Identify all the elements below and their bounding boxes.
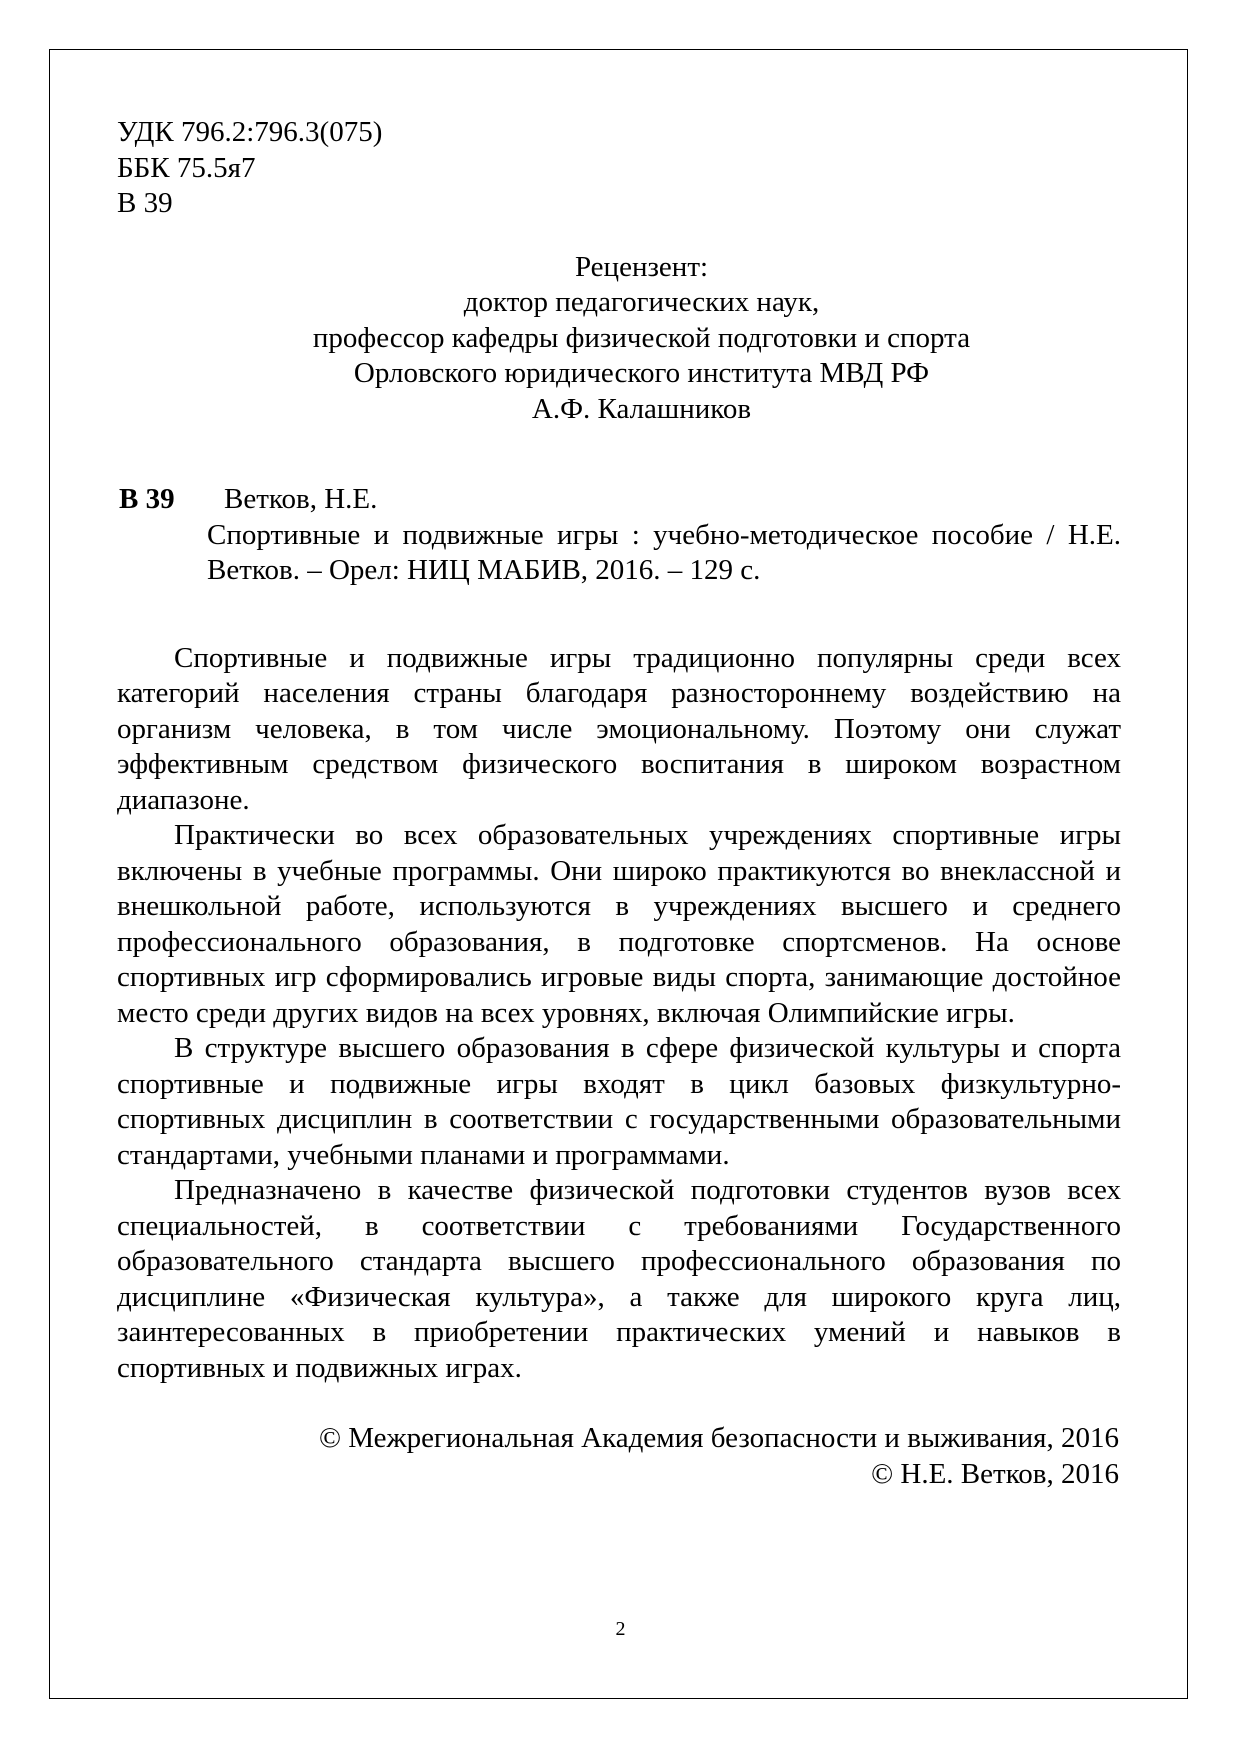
annotation-paragraph: Практически во всех образовательных учреждениях спортивные игры включены в учебные программы. Они широко практикуются во внеклассной и внешкольной работе, используются в учреждениях высшего и среднего профессионального образования, в подготовке спортсменов. На основе спортивных игр сформировались игровые виды спорта, занимающие достойное место среди других видов на всех уровнях, включая Олимпийские игры. — [117, 819, 1121, 1029]
reviewer-position: профессор кафедры физической подготовки и спорта — [312, 321, 971, 354]
reviewer-institution: Орловского юридического института МВД РФ — [353, 357, 930, 389]
copyright-author: © Н.Е. Ветков, 2016 — [871, 1457, 1119, 1490]
annotation-paragraph: В структуре высшего образования в сфере физической культуры и спорта спортивные и подвижные игры входят в цикл базовых физкультурно-спортивных дисциплин в соответствии с государственными образовательными стандартами, учебными планами и программами. — [117, 1032, 1121, 1171]
page-number: 2 — [615, 1618, 626, 1640]
bib-author: Ветков, Н.Е. — [224, 483, 378, 515]
copyright-organization: © Межрегиональная Академия безопасности и выживания, 2016 — [318, 1422, 1119, 1454]
bib-code: В 39 — [119, 483, 175, 515]
author-mark: В 39 — [117, 187, 173, 219]
reviewer-name: А.Ф. Калашников — [531, 392, 752, 425]
annotation — [117, 641, 1121, 1387]
classification-codes — [117, 115, 1121, 222]
bbk-code: ББК 75.5я7 — [117, 151, 256, 184]
bib-description: Спортивные и подвижные игры : учебно-методическое пособие / Н.Е. Ветков. – Орел: НИЦ МАБИВ, 2016. – 129 с. — [207, 518, 1121, 586]
page-content — [117, 115, 1121, 1492]
bibliographic-record — [117, 482, 1121, 589]
reviewer-block — [162, 250, 1121, 428]
reviewer-heading: Рецензент: — [574, 250, 709, 283]
annotation-paragraph: Предназначено в качестве физической подготовки студентов вузов всех специальностей, в соответствии с требованиями Государственного образовательного стандарта высшего профессионального образования по дисциплине «Физическая культура», а также для широкого круга лиц, заинтересованных в приобретении практических умений и навыков в спортивных и подвижных играх. — [117, 1174, 1121, 1384]
copyright-block — [117, 1421, 1121, 1492]
annotation-paragraph: Спортивные и подвижные игры традиционно популярны среди всех категорий населения страны благодаря разностороннему воздействию на организм человека, в том числе эмоциональному. Поэтому они служат эффективным средством физического воспитания в широком возрастном диапазоне. — [117, 641, 1121, 816]
reviewer-degree: доктор педагогических наук, — [463, 286, 820, 318]
udk-code: УДК 796.2:796.3(075) — [117, 116, 383, 148]
